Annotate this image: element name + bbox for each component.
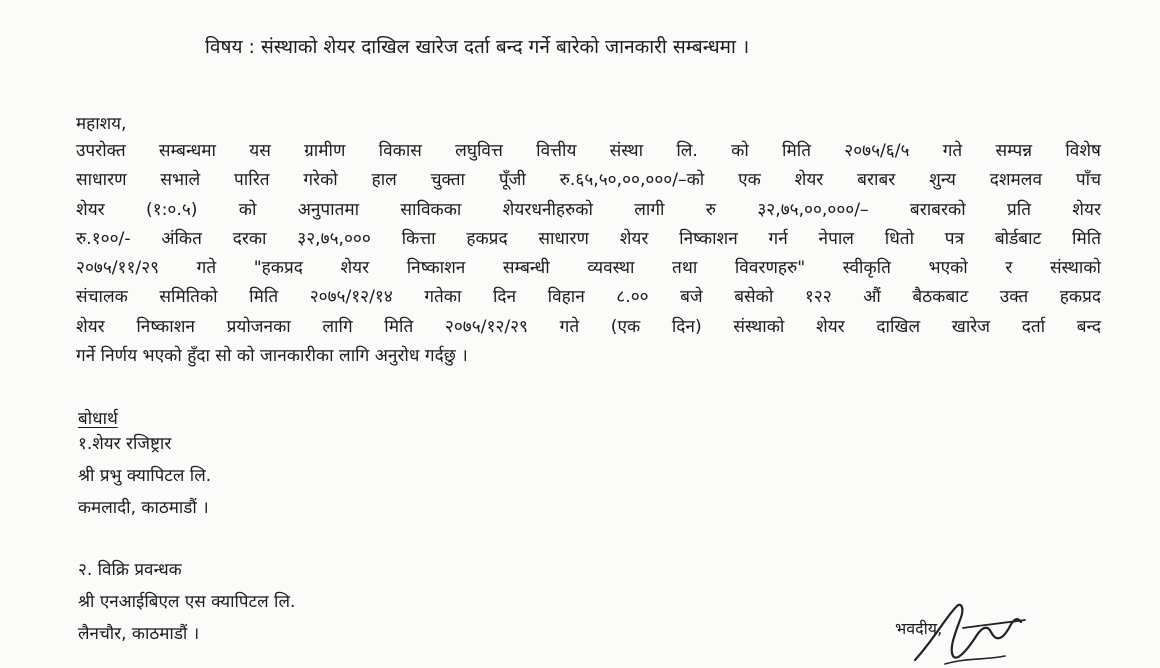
closing: भवदीय, — [895, 619, 943, 638]
recipient-line: २. विक्रि प्रवन्धक — [78, 560, 182, 580]
body-line: साधारण सभाले पारित गरेको हाल चुक्ता पूँजी रु.६५,५०,००,०००/–को एक शेयर बराबर शुन्य दशमलव पाँच — [76, 170, 1101, 191]
body-line: २०७५/११/२९ गते "हकप्रद शेयर निष्काशन सम्बन्धी व्यवस्था तथा विवरणहरु" स्वीकृति भएको र संस्थाको — [76, 258, 1101, 279]
body-line: शेयर निष्काशन प्रयोजनका लागि मिति २०७५/१२/२९ गते (एक दिन) संस्थाको शेयर दाखिल खारेज दर्ता बन्द — [76, 316, 1101, 337]
salutation: महाशय, — [76, 114, 127, 134]
recipient-line: कमलादी, काठमाडौं । — [78, 498, 209, 518]
body-line: गर्ने निर्णय भएको हुँदा सो को जानकारीका लागि अनुरोध गर्दछु । — [76, 346, 468, 367]
recipient-line: १.शेयर रजिष्ट्रार — [78, 434, 172, 454]
recipient-line: लैनचौर, काठमाडौं । — [78, 624, 200, 644]
body-line: शेयर (१:०.५) को अनुपातमा साविकका शेयरधनीहरुको लागी रु ३२,७५,००,०००/– बराबरको प्रति शेयर — [76, 199, 1101, 220]
body-line: उपरोक्त सम्बन्धमा यस ग्रामीण विकास लघुवित्त वित्तीय संस्था लि. को मिति २०७५/६/५ गते सम्पन्न विशेष — [76, 141, 1101, 161]
letter-body — [76, 137, 1101, 371]
recipient-line: श्री एनआईबिएल एस क्यापिटल लि. — [78, 592, 296, 612]
body-line: रु.१००/- अंकित दरका ३२,७५,००० कित्ता हकप्रद साधारण शेयर निष्काशन गर्न नेपाल धितो पत्र बोर्डबाट मिति — [76, 228, 1101, 249]
signature-icon — [905, 598, 1035, 668]
info-heading: बोधार्थ — [78, 409, 118, 429]
letter-subject: विषय : संस्थाको शेयर दाखिल खारेज दर्ता बन्द गर्ने बारेको जानकारी सम्बन्धमा । — [205, 36, 750, 58]
body-line: संचालक समितिको मिति २०७५/१२/१४ गतेका दिन विहान ८.०० बजे बसेको १२२ औं बैठकबाट उक्त हकप्रद — [76, 287, 1101, 308]
recipient-line: श्री प्रभु क्यापिटल लि. — [78, 466, 212, 486]
recipient-block-share-registrar — [78, 428, 211, 524]
recipient-block-issue-manager — [78, 554, 295, 650]
